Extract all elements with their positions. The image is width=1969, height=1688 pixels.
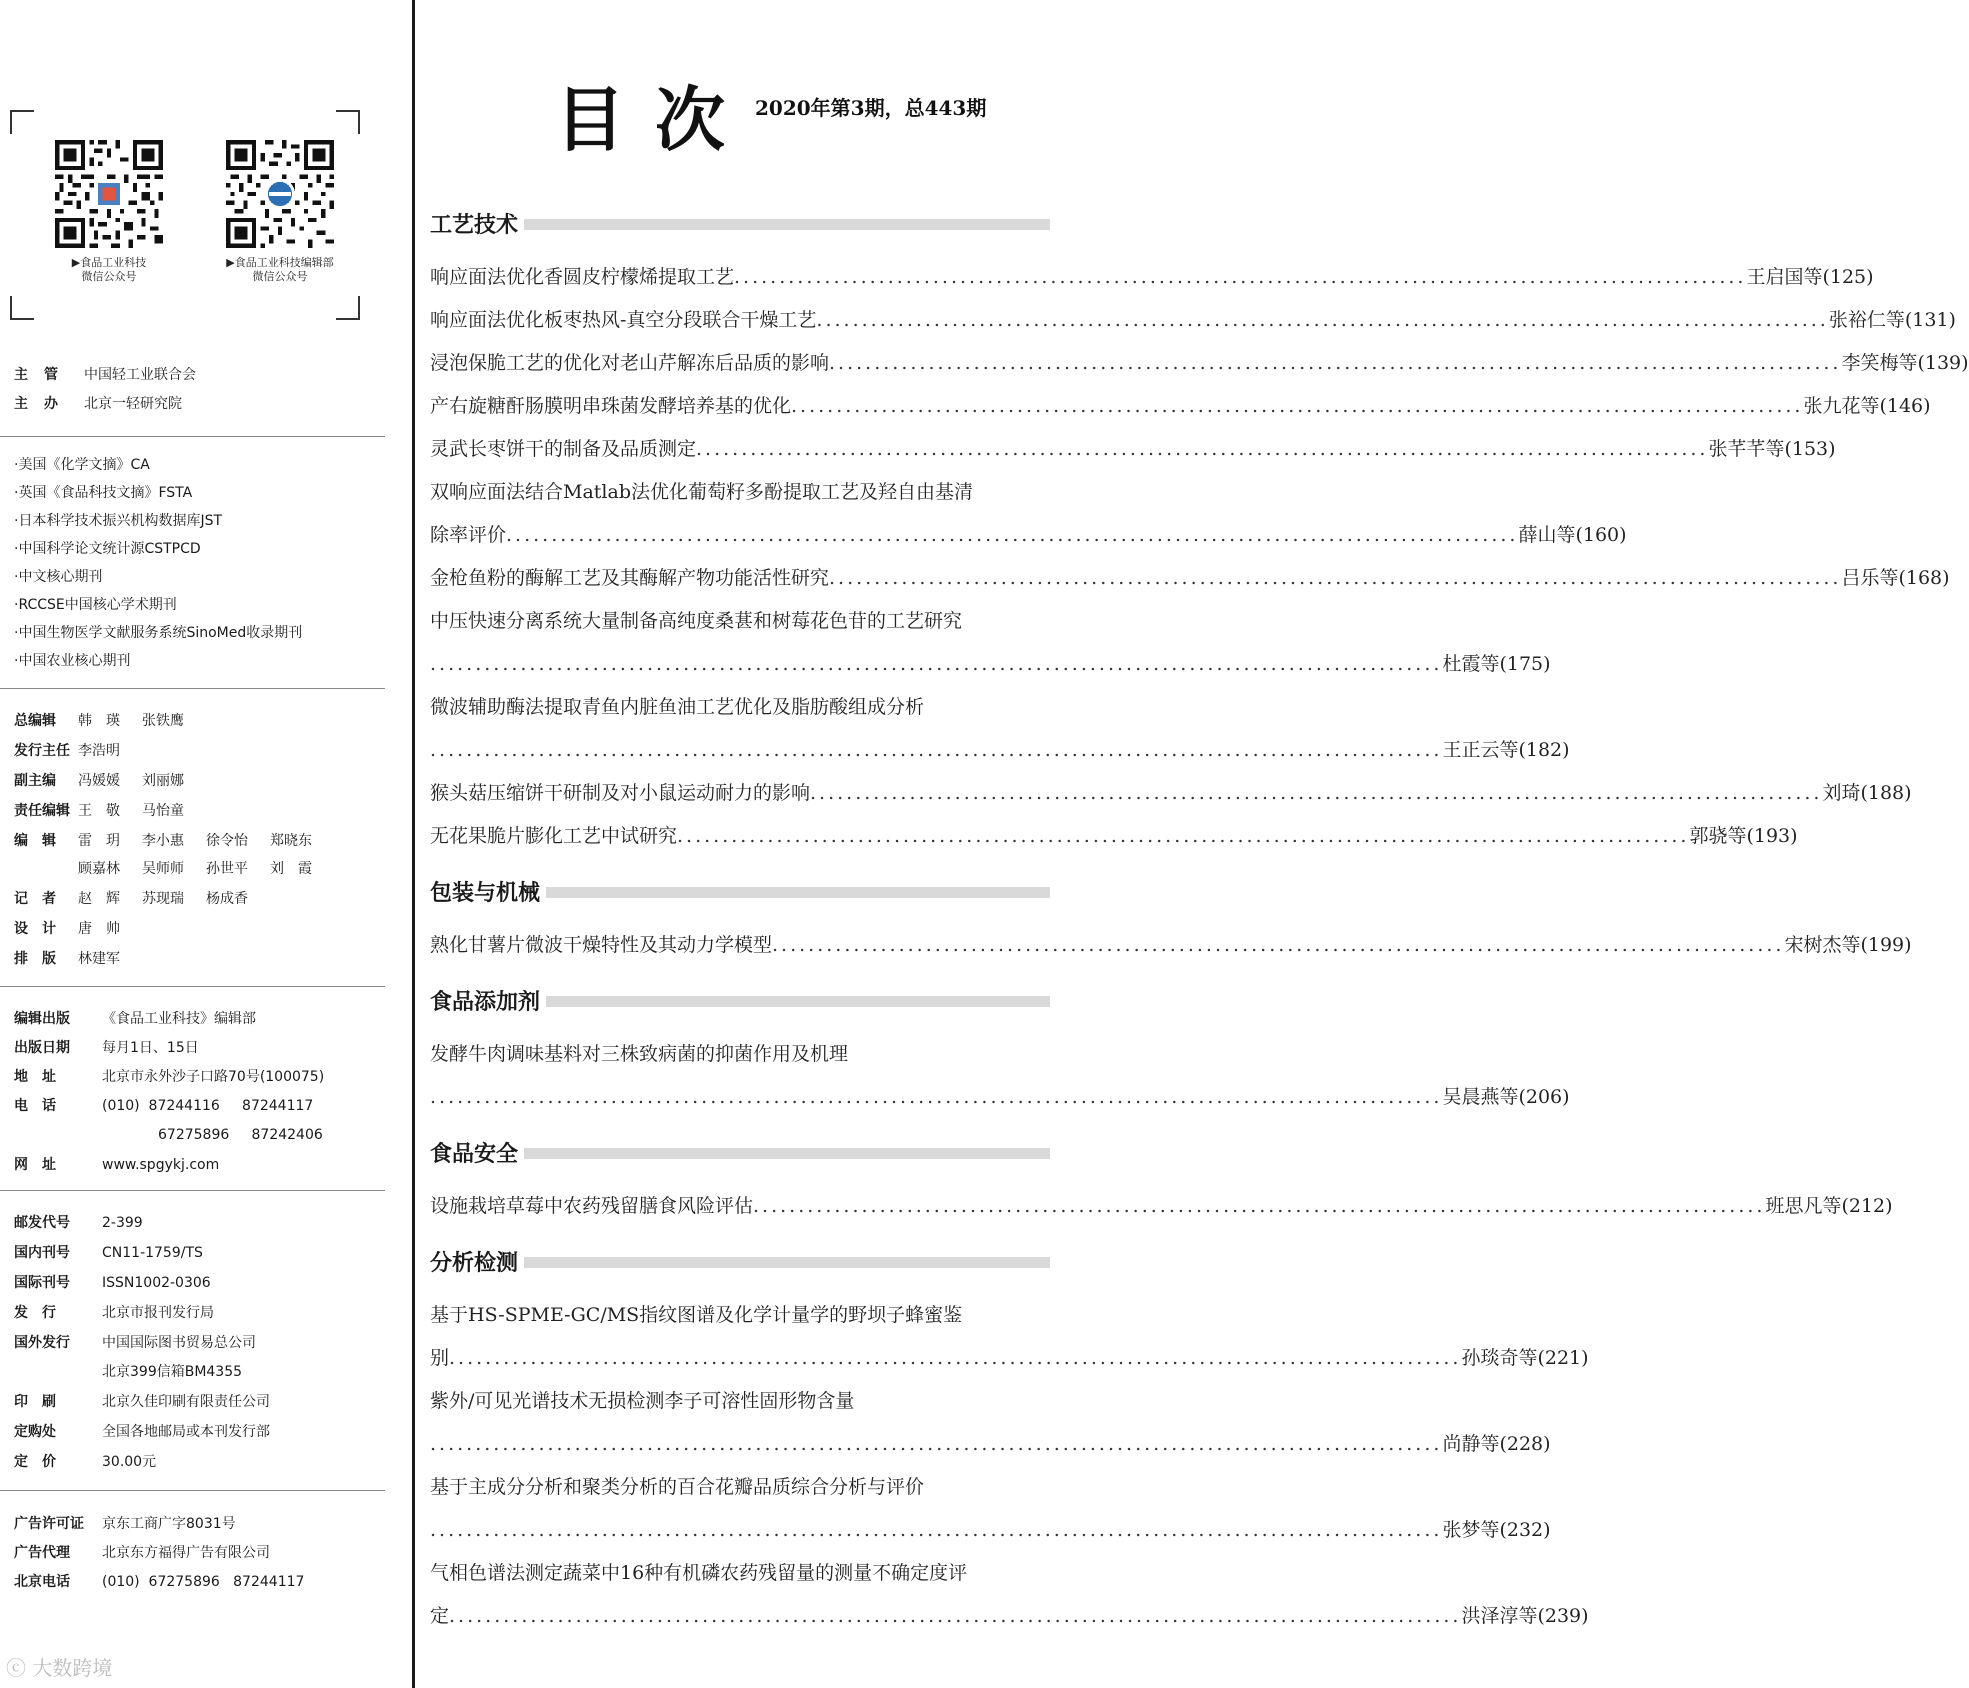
- entry-author-page: 张裕仁等(131): [1828, 309, 1956, 331]
- staff-row: [14, 920, 142, 938]
- staff-label: 总编辑: [14, 713, 56, 729]
- postal-label: 定 价: [14, 1454, 56, 1470]
- entry-author-page: 王启国等(125): [1746, 266, 1874, 288]
- indexing-item: ·中国生物医学文献服务系统SinoMed收录期刊: [14, 625, 303, 641]
- entry-title-line[interactable]: 中压快速分离系统大量制备高纯度桑葚和树莓花色苷的工艺研究: [430, 610, 963, 632]
- entry-title-line[interactable]: 气相色谱法测定蔬菜中16种有机磷农药残留量的测量不确定度评: [430, 1562, 968, 1584]
- ads-value: 北京东方福得广告有限公司: [102, 1545, 270, 1561]
- toc-entry[interactable]: [430, 1601, 1589, 1631]
- postal-label: 邮发代号: [14, 1215, 70, 1231]
- section-title: 食品添加剂: [430, 987, 546, 1017]
- divider-line: [0, 986, 385, 987]
- publishing-label: 电 话: [14, 1098, 56, 1114]
- indexing-item: ·中国科学论文统计源CSTPCD: [14, 541, 201, 557]
- postal-row: [14, 1274, 211, 1292]
- publishing-value: 每月1日、15日: [102, 1040, 199, 1056]
- postal-row: [14, 1334, 256, 1352]
- column-divider: [412, 0, 415, 1688]
- sponsor-row: [14, 395, 182, 413]
- staff-label: 编 辑: [14, 833, 56, 849]
- toc-entry[interactable]: [430, 778, 1912, 808]
- postal-row: [14, 1423, 270, 1441]
- publishing-label: 地 址: [14, 1069, 56, 1085]
- staff-name: 李小惠: [142, 833, 184, 849]
- toc-title: 目次: [555, 78, 755, 161]
- entry-title: 猴头菇压缩饼干研制及对小鼠运动耐力的影响: [430, 782, 811, 804]
- leader-dots: [791, 391, 1803, 421]
- entry-author-page: 张九花等(146): [1803, 395, 1931, 417]
- staff-row: [14, 832, 334, 850]
- entry-author-page: 宋树杰等(199): [1784, 934, 1912, 956]
- publishing-row: [14, 1156, 219, 1174]
- postal-value: ISSN1002-0306: [102, 1275, 211, 1291]
- ads-row: [14, 1544, 270, 1562]
- staff-label: 责任编辑: [14, 803, 70, 819]
- entry-title: 响应面法优化香圆皮柠檬烯提取工艺: [430, 266, 735, 288]
- staff-name: 刘 霞: [270, 861, 312, 877]
- toc-entry[interactable]: [430, 1429, 1551, 1459]
- section-heading: [430, 1248, 1050, 1278]
- publishing-value: 北京市永外沙子口路70号(100075): [102, 1069, 325, 1085]
- postal-row: [14, 1214, 143, 1232]
- postal-row: [14, 1304, 214, 1322]
- staff-row: [14, 950, 142, 968]
- staff-label: 排 版: [14, 951, 56, 967]
- leader-dots: [829, 348, 1841, 378]
- entry-author-page: 杜霞等(175): [1442, 653, 1551, 675]
- toc-entry[interactable]: [430, 305, 1956, 335]
- staff-name: 唐 帅: [78, 921, 120, 937]
- publishing-row: [14, 1097, 313, 1115]
- leader-dots: [430, 1429, 1442, 1459]
- indexing-item: ·英国《食品科技文摘》FSTA: [14, 485, 193, 501]
- staff-name: 马怡童: [142, 803, 184, 819]
- qr-caption: 微信公众号: [81, 270, 137, 283]
- qr-caption: ▶食品工业科技: [71, 256, 147, 269]
- publishing-label: 出版日期: [14, 1040, 70, 1056]
- ads-value: (010) 67275896 87244117: [102, 1574, 305, 1590]
- entry-author-page: 吕乐等(168): [1841, 567, 1950, 589]
- entry-author-page: 薛山等(160): [1518, 524, 1627, 546]
- staff-row: [14, 742, 142, 760]
- publishing-label: 网 址: [14, 1157, 56, 1173]
- entry-title-line[interactable]: 基于HS-SPME-GC/MS指纹图谱及化学计量学的野坝子蜂蜜鉴: [430, 1304, 963, 1326]
- publishing-row: [14, 1039, 199, 1057]
- leader-dots: [677, 821, 1689, 851]
- leader-dots: [430, 1515, 1442, 1545]
- staff-name: 雷 玥: [78, 833, 120, 849]
- postal-label: 定购处: [14, 1424, 56, 1440]
- entry-title: 熟化甘薯片微波干燥特性及其动力学模型: [430, 934, 773, 956]
- staff-name: 徐令怡: [206, 833, 248, 849]
- staff-name: 刘丽娜: [142, 773, 184, 789]
- publishing-value: 《食品工业科技》编辑部: [102, 1011, 256, 1027]
- sponsor-label: 主 管: [14, 367, 59, 383]
- publishing-row: [14, 1068, 324, 1086]
- publishing-value: 67275896 87242406: [158, 1127, 323, 1143]
- postal-value: 北京久佳印刷有限责任公司: [102, 1394, 270, 1410]
- leader-dots: [829, 563, 1841, 593]
- toc-entry[interactable]: [430, 930, 1912, 960]
- postal-value: 北京399信箱BM4355: [102, 1364, 243, 1380]
- frame-corner: [10, 110, 34, 134]
- entry-title: 无花果脆片膨化工艺中试研究: [430, 825, 678, 847]
- toc-entry[interactable]: [430, 262, 1874, 292]
- entry-title: 除率评价: [430, 524, 507, 546]
- ads-label: 北京电话: [14, 1574, 70, 1590]
- leader-dots: [734, 262, 1746, 292]
- qr-editorial-wechat[interactable]: [205, 140, 355, 284]
- indexing-item: ·日本科学技术振兴机构数据库JST: [14, 513, 223, 529]
- sponsor-label: 主 办: [14, 396, 59, 412]
- sponsor-value: 北京一轻研究院: [84, 396, 182, 412]
- indexing-item: ·美国《化学文摘》CA: [14, 457, 150, 473]
- table-of-contents: [430, 0, 1969, 1688]
- staff-row: [14, 712, 206, 730]
- staff-name: 杨成香: [206, 891, 248, 907]
- entry-title-line[interactable]: 双响应面法结合Matlab法优化葡萄籽多酚提取工艺及羟自由基清: [430, 481, 973, 503]
- toc-entry[interactable]: [430, 520, 1627, 550]
- staff-name: 赵 辉: [78, 891, 120, 907]
- leader-dots: [816, 305, 1828, 335]
- leader-dots: [753, 1191, 1765, 1221]
- staff-name: 韩 瑛: [78, 713, 120, 729]
- qr-caption: ▶食品工业科技编辑部: [226, 256, 334, 269]
- postal-value: 30.00元: [102, 1454, 157, 1470]
- section-title: 食品安全: [430, 1139, 524, 1169]
- postal-label: 印 刷: [14, 1394, 56, 1410]
- postal-label: 国外发行: [14, 1335, 70, 1351]
- section-title: 工艺技术: [430, 210, 524, 240]
- postal-label: 国际刊号: [14, 1275, 70, 1291]
- qr-code-icon[interactable]: [226, 140, 334, 248]
- toc-entry[interactable]: [430, 348, 1969, 378]
- staff-name: 李浩明: [78, 743, 120, 759]
- entry-title: 灵武长枣饼干的制备及品质测定: [430, 438, 697, 460]
- masthead-column: [0, 0, 412, 1688]
- toc-entry[interactable]: [430, 649, 1551, 679]
- publishing-label: 编辑出版: [14, 1011, 70, 1027]
- entry-title: 定: [430, 1605, 450, 1627]
- divider-line: [0, 1190, 385, 1191]
- frame-corner: [336, 296, 360, 320]
- postal-row: [14, 1363, 242, 1381]
- staff-name: 吴师师: [142, 861, 184, 877]
- sponsor-value: 中国轻工业联合会: [84, 367, 196, 383]
- toc-entry[interactable]: [430, 1343, 1589, 1373]
- indexing-item: ·中文核心期刊: [14, 569, 103, 585]
- toc-entry[interactable]: [430, 1191, 1893, 1221]
- staff-name: 顾嘉林: [78, 861, 120, 877]
- postal-label: 发 行: [14, 1305, 56, 1321]
- staff-name: 张铁鹰: [142, 713, 184, 729]
- watermark-text: 大数跨境: [32, 1656, 113, 1680]
- staff-name: 冯媛媛: [78, 773, 120, 789]
- entry-author-page: 吴晨燕等(206): [1442, 1086, 1570, 1108]
- ads-label: 广告代理: [14, 1545, 70, 1561]
- qr-code-frame: [10, 110, 360, 320]
- postal-value: 2-399: [102, 1215, 143, 1231]
- staff-label: 记 者: [14, 891, 56, 907]
- staff-label: 设 计: [14, 921, 56, 937]
- frame-corner: [336, 110, 360, 134]
- qr-code-icon[interactable]: [55, 140, 163, 248]
- website-link[interactable]: www.spgykj.com: [102, 1157, 220, 1173]
- entry-author-page: 张梦等(232): [1442, 1519, 1551, 1541]
- entry-title-line[interactable]: 微波辅助酶法提取青鱼内脏鱼油工艺优化及脂肪酸组成分析: [430, 696, 925, 718]
- toc-entry[interactable]: [430, 1082, 1570, 1112]
- entry-title: 金枪鱼粉的酶解工艺及其酶解产物功能活性研究: [430, 567, 830, 589]
- ads-row: [14, 1515, 236, 1533]
- section-title: 分析检测: [430, 1248, 524, 1278]
- entry-author-page: 李笑梅等(139): [1841, 352, 1969, 374]
- publishing-value: (010) 87244116 87244117: [102, 1098, 314, 1114]
- ads-value: 京东工商广字8031号: [102, 1516, 236, 1532]
- section-title: 包装与机械: [430, 878, 546, 908]
- staff-label: 副主编: [14, 773, 56, 789]
- postal-value: 中国国际图书贸易总公司: [102, 1335, 256, 1351]
- postal-row: [14, 1244, 203, 1262]
- leader-dots: [449, 1343, 1461, 1373]
- section-heading: [430, 987, 1050, 1017]
- frame-corner: [10, 296, 34, 320]
- toc-entry[interactable]: [430, 434, 1836, 464]
- entry-title: 产右旋糖酐肠膜明串珠菌发酵培养基的优化: [430, 395, 792, 417]
- toc-entry[interactable]: [430, 563, 1950, 593]
- indexing-item: ·RCCSE中国核心学术期刊: [14, 597, 177, 613]
- postal-row: [14, 1453, 156, 1471]
- sponsor-row: [14, 366, 196, 384]
- publishing-row: [14, 1126, 323, 1144]
- issue-label: 2020年第3期，总443期: [755, 96, 987, 120]
- postal-row: [14, 1393, 270, 1411]
- staff-name: 林建军: [78, 951, 120, 967]
- watermark: [6, 1652, 112, 1681]
- qr-caption: 微信公众号: [252, 270, 308, 283]
- section-heading: [430, 210, 1050, 240]
- leader-dots: [449, 1601, 1461, 1631]
- toc-entry[interactable]: [430, 735, 1570, 765]
- publishing-row: [14, 1010, 256, 1028]
- staff-name: 王 敬: [78, 803, 120, 819]
- staff-name: 郑晓东: [270, 833, 312, 849]
- leader-dots: [430, 735, 1442, 765]
- entry-author-page: 洪泽淳等(239): [1461, 1605, 1589, 1627]
- watermark-logo-icon: ⓒ: [6, 1656, 33, 1680]
- postal-value: 北京市报刊发行局: [102, 1305, 214, 1321]
- indexing-item: ·中国农业核心期刊: [14, 653, 131, 669]
- leader-dots: [696, 434, 1708, 464]
- toc-entry[interactable]: [430, 391, 1931, 421]
- divider-line: [0, 436, 385, 437]
- qr-wechat-official[interactable]: [34, 140, 184, 284]
- toc-entry[interactable]: [430, 1515, 1551, 1545]
- ads-row: [14, 1573, 304, 1591]
- entry-title: 浸泡保脆工艺的优化对老山芹解冻后品质的影响: [430, 352, 830, 374]
- staff-label: 发行主任: [14, 743, 70, 759]
- section-heading: [430, 878, 1050, 908]
- leader-dots: [506, 520, 1518, 550]
- entry-author-page: 刘琦(188): [1822, 782, 1912, 804]
- ads-label: 广告许可证: [14, 1516, 84, 1532]
- staff-row: [14, 802, 206, 820]
- entry-title: 别: [430, 1347, 450, 1369]
- entry-author-page: 郭骁等(193): [1689, 825, 1798, 847]
- divider-line: [0, 1490, 385, 1491]
- entry-title: 设施栽培草莓中农药残留膳食风险评估: [430, 1195, 754, 1217]
- entry-title: 响应面法优化板枣热风-真空分段联合干燥工艺: [430, 309, 817, 331]
- staff-name: 苏现瑞: [142, 891, 184, 907]
- entry-author-page: 尚静等(228): [1442, 1433, 1551, 1455]
- postal-value: CN11-1759/TS: [102, 1245, 203, 1261]
- staff-row: [14, 772, 206, 790]
- postal-label: 国内刊号: [14, 1245, 70, 1261]
- staff-row: [14, 890, 270, 908]
- entry-title-line[interactable]: 发酵牛肉调味基料对三株致病菌的抑菌作用及机理: [430, 1043, 849, 1065]
- entry-title-line[interactable]: 基于主成分分析和聚类分析的百合花瓣品质综合分析与评价: [430, 1476, 925, 1498]
- entry-author-page: 班思凡等(212): [1765, 1195, 1893, 1217]
- section-heading: [430, 1139, 1050, 1169]
- divider-line: [0, 688, 385, 689]
- entry-title-line[interactable]: 紫外/可见光谱技术无损检测李子可溶性固形物含量: [430, 1390, 855, 1412]
- leader-dots: [430, 649, 1442, 679]
- entry-author-page: 王正云等(182): [1442, 739, 1570, 761]
- postal-value: 全国各地邮局或本刊发行部: [102, 1424, 270, 1440]
- entry-author-page: 孙琰奇等(221): [1461, 1347, 1589, 1369]
- leader-dots: [772, 930, 1784, 960]
- leader-dots: [430, 1082, 1442, 1112]
- toc-entry[interactable]: [430, 821, 1798, 851]
- staff-name: 孙世平: [206, 861, 248, 877]
- staff-row: [14, 860, 334, 878]
- leader-dots: [810, 778, 1822, 808]
- entry-author-page: 张芊芊等(153): [1708, 438, 1836, 460]
